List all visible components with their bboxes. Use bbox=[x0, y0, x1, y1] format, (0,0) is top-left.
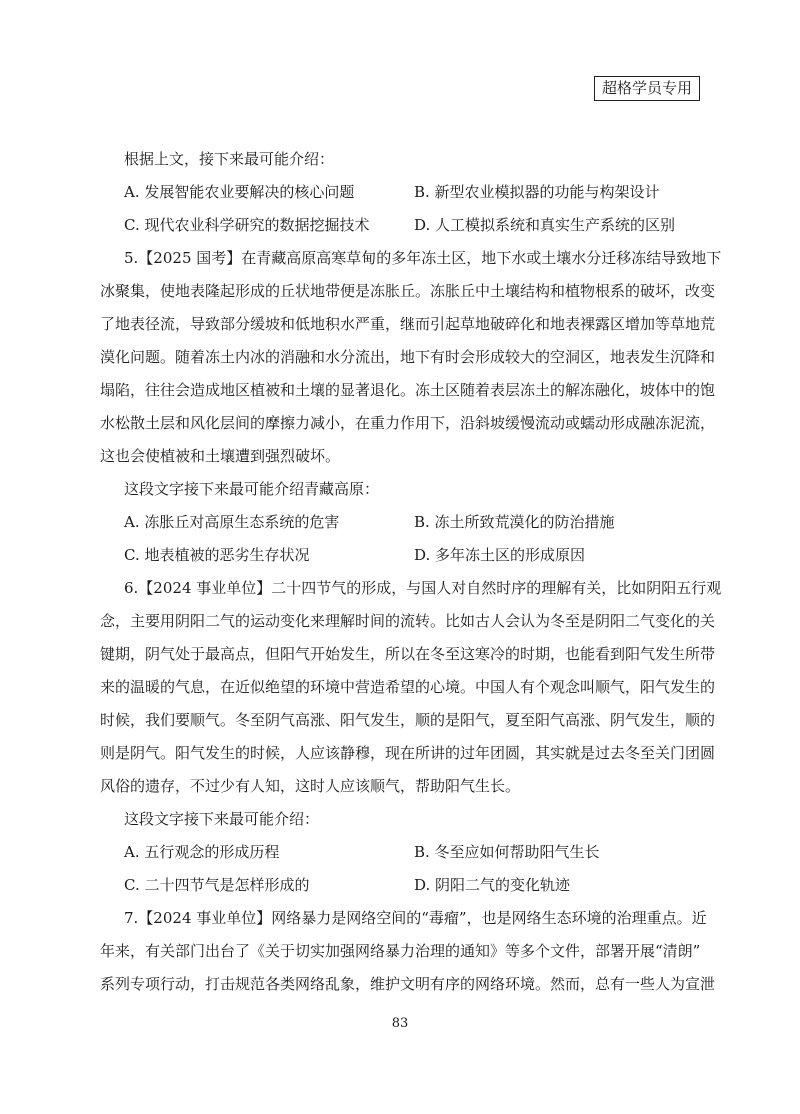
q6-line: 念，主要用阴阳二气的运动变化来理解时间的流转。比如古人会认为冬至是阴阳二气变化的关 bbox=[100, 612, 716, 630]
q5-passage bbox=[100, 242, 722, 473]
q5-options-row-1 bbox=[100, 506, 710, 539]
q5-line: 了地表径流，导致部分缓坡和低地积水严重，继而引起草地破碎化和地表裸露区增加等草地荒 bbox=[100, 315, 716, 333]
q4-option-c: C. 现代农业科学研究的数据挖掘技术 bbox=[124, 216, 370, 234]
page-content bbox=[100, 143, 722, 1001]
q5-option-d: D. 多年冻土区的形成原因 bbox=[414, 546, 586, 564]
q6-stem: 这段文字接下来最可能介绍： bbox=[124, 810, 320, 828]
student-only-badge: 超格学员专用 bbox=[594, 76, 700, 101]
q6-line: 6.【2024 事业单位】二十四节气的形成，与国人对自然时序的理解有关，比如阴阳五行观 bbox=[124, 579, 722, 597]
q6-line: 键期，阴气处于最高点，但阳气开始发生，所以在冬至这寒冷的时期，也能看到阳气发生所带 bbox=[100, 645, 716, 663]
q4-option-a: A. 发展智能农业要解决的核心问题 bbox=[124, 183, 355, 201]
q5-line: 水松散土层和风化层间的摩擦力减小，在重力作用下，沿斜坡缓慢流动或蠕动形成融冻泥流， bbox=[100, 414, 716, 432]
q6-option-a: A. 五行观念的形成历程 bbox=[124, 843, 280, 861]
q6-option-c: C. 二十四节气是怎样形成的 bbox=[124, 876, 310, 894]
q6-line: 则是阴气。阳气发生的时候，人应该静穆，现在所讲的过年团圆，其实就是过去冬至关门团圆 bbox=[100, 744, 716, 762]
q6-option-d: D. 阴阳二气的变化轨迹 bbox=[414, 876, 571, 894]
q6-passage bbox=[100, 572, 722, 803]
q4-option-b: B. 新型农业模拟器的功能与构架设计 bbox=[414, 183, 660, 201]
q6-options-row-2 bbox=[100, 869, 710, 902]
q5-option-c: C. 地表植被的恶劣生存状况 bbox=[124, 546, 310, 564]
q4-options-row-1 bbox=[100, 176, 710, 209]
q6-line: 来的温暖的气息，在近似绝望的环境中营造希望的心境。中国人有个观念叫顺气，阳气发生的 bbox=[100, 678, 716, 696]
q6-line: 风俗的遗存，不过少有人知，这时人应该顺气，帮助阳气生长。 bbox=[100, 777, 521, 795]
q5-option-b: B. 冻土所致荒漠化的防治措施 bbox=[414, 513, 615, 531]
q5-line: 冰聚集，使地表隆起形成的丘状地带便是冻胀丘。冻胀丘中土壤结构和植物根系的破坏，改变 bbox=[100, 282, 716, 300]
q7-passage bbox=[100, 902, 716, 1001]
q5-options-row-2 bbox=[100, 539, 710, 572]
q5-line: 漠化问题。随着冻土内冰的消融和水分流出，地下有时会形成较大的空洞区，地表发生沉降和 bbox=[100, 348, 716, 366]
q6-line: 时候，我们要顺气。冬至阴气高涨、阳气发生，顺的是阳气，夏至阳气高涨、阴气发生，顺的 bbox=[100, 711, 716, 729]
q5-option-a: A. 冻胀丘对高原生态系统的危害 bbox=[124, 513, 340, 531]
q4-option-d: D. 人工模拟系统和真实生产系统的区别 bbox=[414, 216, 676, 234]
q5-stem: 这段文字接下来最可能介绍青藏高原： bbox=[124, 480, 380, 498]
q5-line: 5.【2025 国考】在青藏高原高寒草甸的多年冻土区，地下水或土壤水分迁移冻结导致地下 bbox=[124, 249, 722, 267]
q6-options-row-1 bbox=[100, 836, 710, 869]
q6-option-b: B. 冬至应如何帮助阳气生长 bbox=[414, 843, 600, 861]
q4-options-row-2 bbox=[100, 209, 710, 242]
q4-stem: 根据上文，接下来最可能介绍： bbox=[124, 150, 335, 168]
q5-line: 塌陷，往往会造成地区植被和土壤的显著退化。冻土区随着表层冻土的解冻融化，坡体中的饱 bbox=[100, 381, 716, 399]
q7-line: 7.【2024 事业单位】网络暴力是网络空间的“毒瘤”，也是网络生态环境的治理重点。近 bbox=[124, 909, 707, 927]
q7-line: 系列专项行动，打击规范各类网络乱象，维护文明有序的网络环境。然而，总有一些人为宣泄 bbox=[100, 975, 716, 993]
q5-line: 这也会使植被和土壤遭到强烈破坏。 bbox=[100, 447, 341, 465]
page-number: 83 bbox=[391, 1016, 409, 1031]
q7-line: 年来，有关部门出台了《关于切实加强网络暴力治理的通知》等多个文件，部署开展“清朗” bbox=[100, 942, 701, 960]
